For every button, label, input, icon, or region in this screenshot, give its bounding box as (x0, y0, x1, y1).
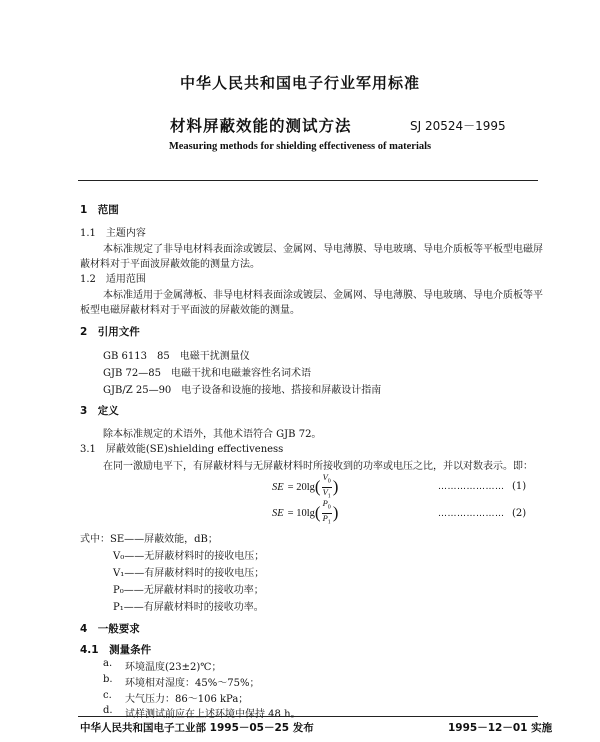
issuer-line: 中华人民共和国电子工业部 1995－05－25 发布 (80, 722, 314, 734)
reference-1: GB 6113 85 电磁干扰测量仪 (103, 351, 250, 362)
section-2-heading: 2 引用文件 (80, 326, 140, 338)
english-title: Measuring methods for shielding effectiveness of materials (168, 141, 432, 152)
section-4-heading: 4 一般要求 (80, 623, 140, 635)
section-1-2-heading: 1.2 适用范围 (80, 274, 146, 285)
where-item-v0: V₀——无屏蔽材料时的接收电压； (113, 551, 265, 562)
formula-1-denominator: V (322, 486, 328, 497)
condition-mark-c: c. (103, 690, 112, 701)
header-rule (78, 180, 538, 181)
condition-text-b: 环境相对湿度：45%～75%； (125, 678, 260, 689)
condition-text-c: 大气压力：86～106 kPa； (125, 694, 249, 705)
formula-2-lhs: SE (272, 507, 284, 519)
reference-3: GJB/Z 25—90 电子设备和设施的接地、搭接和屏蔽设计指南 (103, 385, 382, 396)
section-3-heading: 3 定义 (80, 405, 119, 417)
section-3-intro: 除本标准规定的术语外，其他术语符合 GJB 72。 (103, 429, 322, 440)
formula-2-fraction (322, 499, 332, 527)
formula-1-denominator-sub: 1 (327, 493, 331, 500)
where-clause: 式中：SE——屏蔽效能，dB； (80, 534, 218, 545)
formula-1-numerator-sub: 0 (327, 478, 331, 485)
condition-mark-d: d. (103, 705, 113, 716)
formula-2-open-paren: ( (314, 503, 321, 522)
standard-name: 中华人民共和国电子行业军用标准 (179, 74, 420, 92)
condition-text-d: 试样测试前应在上述环境中保持 48 h。 (125, 709, 301, 720)
standard-code: SJ 20524－1995 (410, 119, 506, 133)
formula-2-leader: ………………… (438, 509, 505, 519)
formula-2 (272, 498, 338, 528)
document-title: 材料屏蔽效能的测试方法 (170, 117, 352, 135)
section-1-heading: 1 范围 (80, 204, 119, 216)
formula-1-operator: = 20lg (287, 481, 315, 493)
section-3-1-text: 在同一激励电平下，有屏蔽材料与无屏蔽材料时所接收到的功率或电压之比，并以对数表示。即： (103, 461, 533, 472)
section-1-2-line-1: 本标准适用于金属薄板、非导电材料表面涂或镀层、金属网、导电薄膜、导电玻璃、导电介质板等平 (103, 290, 543, 301)
effective-date: 1995－12－01 实施 (448, 722, 553, 734)
formula-2-numerator-sub: 0 (327, 504, 331, 511)
condition-text-a: 环境温度(23±2)℃； (125, 662, 222, 673)
where-item-p0: P₀——无屏蔽材料时的接收功率； (113, 585, 264, 596)
where-item-p1: P₁——有屏蔽材料时的接收功率。 (113, 602, 264, 613)
formula-2-numerator: P (322, 497, 328, 508)
section-1-2-line-2: 板型电磁屏蔽材料对于平面波的屏蔽效能的测量。 (80, 305, 300, 316)
formula-1-leader: ………………… (438, 482, 505, 492)
formula-1-number: (1) (512, 481, 527, 492)
condition-mark-a: a. (103, 658, 113, 669)
where-item-v1: V₁——有屏蔽材料时的接收电压； (113, 568, 265, 579)
section-4-1-heading: 4.1 测量条件 (80, 644, 152, 656)
condition-mark-b: b. (103, 674, 113, 685)
formula-1-close-paren: ) (332, 477, 339, 496)
section-1-1-line-2: 蔽材料对于平面波屏蔽效能的测量方法。 (80, 259, 260, 270)
formula-2-operator: = 10lg (287, 507, 315, 519)
footer-rule (78, 716, 538, 717)
formula-2-close-paren: ) (332, 503, 339, 522)
formula-1-numerator: V (322, 471, 328, 482)
formula-1-open-paren: ( (314, 477, 321, 496)
section-1-1-line-1: 本标准规定了非导电材料表面涂或镀层、金属网、导电薄膜、导电玻璃、导电介质板等平板型电磁屏 (103, 244, 543, 255)
formula-1-lhs: SE (272, 481, 284, 493)
section-1-1-heading: 1.1 主题内容 (80, 228, 146, 239)
formula-2-denominator-sub: 1 (327, 519, 331, 526)
reference-2: GJB 72—85 电磁干扰和电磁兼容性名词术语 (103, 368, 311, 379)
section-3-1-heading: 3.1 屏蔽效能(SE)shielding effectiveness (80, 444, 284, 455)
formula-2-denominator: P (322, 512, 328, 523)
formula-2-number: (2) (512, 508, 527, 519)
